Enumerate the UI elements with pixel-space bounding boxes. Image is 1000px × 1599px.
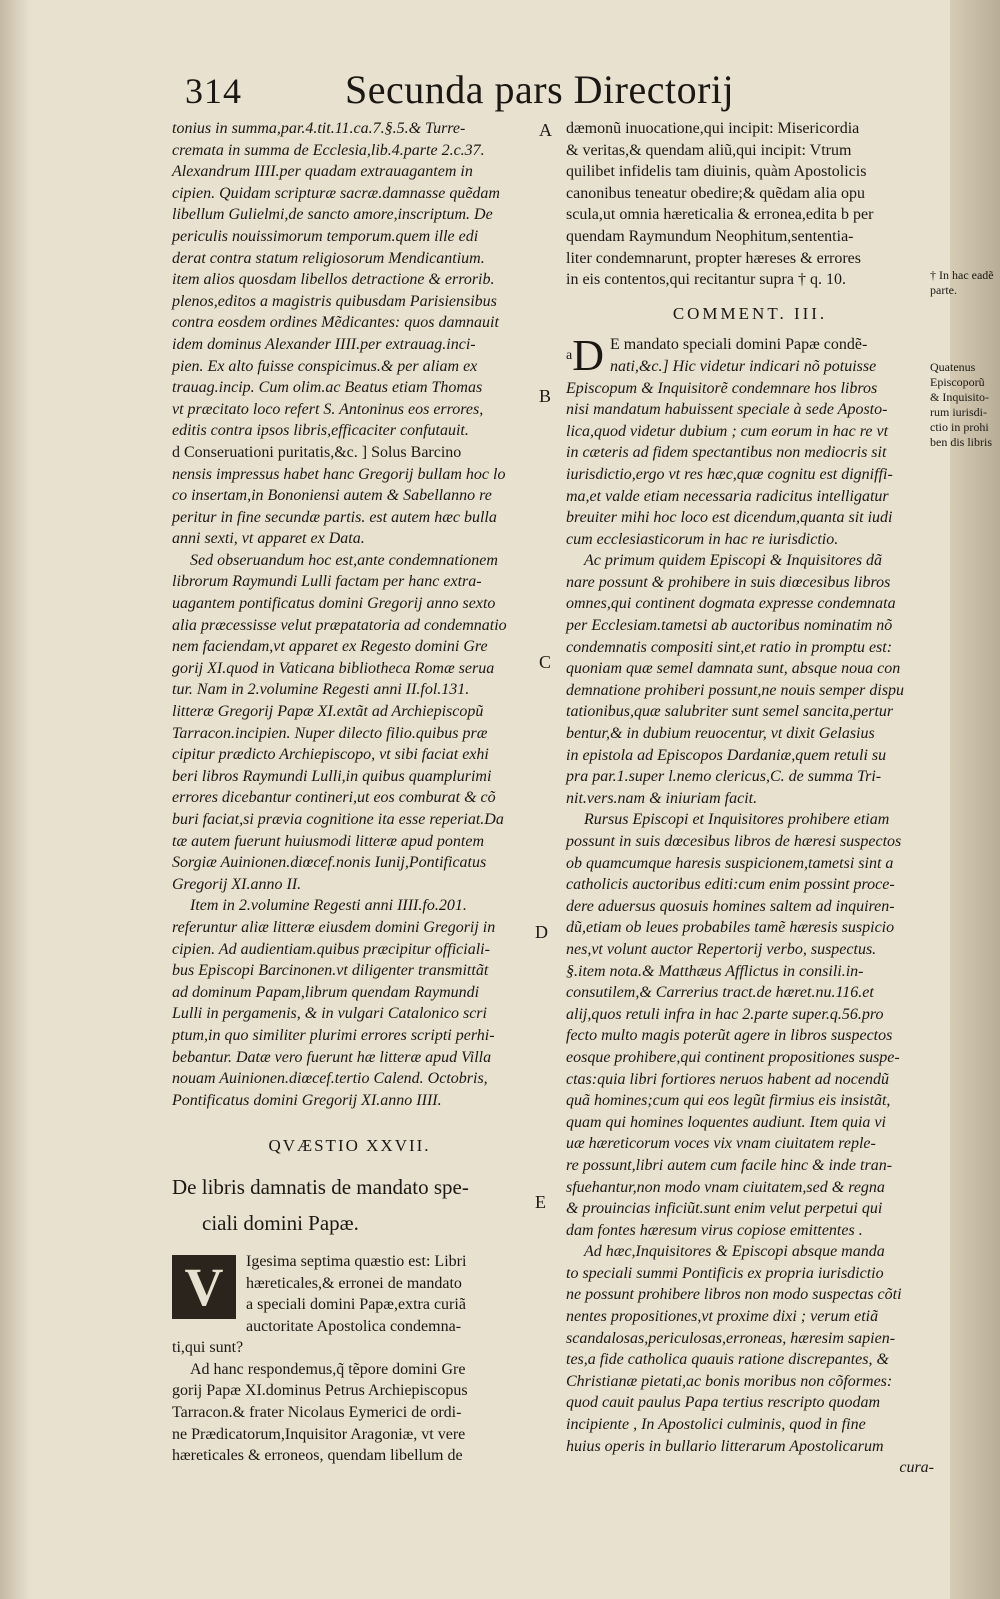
text-line: Sorgiæ Auinionen.diœcef.nonis Iunij,Pontificatus bbox=[172, 854, 487, 872]
text-line: hæreticales,& erronei de mandato bbox=[246, 1274, 462, 1292]
text-line: periculis nouissimorum temporum.quem ille edi bbox=[172, 227, 479, 245]
text-line: & prouincias inficiũt.sunt enim velut perpetui qui bbox=[566, 1200, 883, 1218]
text-line: re possunt,libri autem cum facile hinc & inde tran- bbox=[566, 1156, 893, 1174]
text-line: Tarracon.incipien. Nuper dilecto filio.quibus præ bbox=[172, 724, 488, 742]
left-paragraph-4 bbox=[172, 895, 527, 1111]
text-line: in eis contentos,qui recitantur supra † q. 10. bbox=[566, 271, 846, 289]
text-line: Episcopum & Inquisitorẽ condemnare hos libros bbox=[566, 379, 878, 397]
text-line: Christianæ pietati,ac bonis moribus non cõformes: bbox=[566, 1372, 893, 1390]
text-line: Lulli in pergamenis, & in vulgari Catalonico scri bbox=[172, 1005, 487, 1023]
running-head: Secunda pars Directorij bbox=[345, 67, 735, 112]
section-marker-e: E bbox=[535, 1192, 546, 1212]
text-line: demnatione prohiberi possunt,ne nouis semper dispu bbox=[566, 681, 905, 699]
text-line: in cæteris ad fidem spectantibus non mediocris sit bbox=[566, 444, 887, 462]
text-line: dũ,etiam ob leues probabiles tamẽ hæresis suspicio bbox=[566, 919, 895, 937]
text-line: co insertam,in Bononiensi autem & Sabellanno re bbox=[172, 487, 492, 505]
text-line: Ad hæc,Inquisitores & Episcopi absque manda bbox=[584, 1243, 885, 1261]
page-spine-shadow bbox=[0, 0, 30, 1599]
margin-note-line: ctio in prohi bbox=[930, 420, 989, 434]
page-header bbox=[0, 66, 1000, 116]
text-line: tæ autem fuerunt huiusmodi litteræ apud pontem bbox=[172, 832, 484, 850]
text-line: condemnatis compositi sint,et ratio in promptu est: bbox=[566, 638, 893, 656]
text-line: quoniam quæ semel damnata sunt, absque noua con bbox=[566, 660, 901, 678]
decorative-initial-v: V bbox=[172, 1255, 236, 1319]
text-line: Item in 2.volumine Regesti anni IIII.fo.201. bbox=[190, 897, 467, 915]
text-line: ti,qui sunt? bbox=[172, 1339, 244, 1357]
right-paragraph-2 bbox=[566, 331, 934, 550]
text-line: incipiente , In Apostolici culminis, quod in fine bbox=[566, 1416, 866, 1434]
text-line: nisi mandatum habuissent speciale à sede Aposto- bbox=[566, 401, 888, 419]
catchword: cura- bbox=[899, 1459, 934, 1477]
text-line: a speciali domini Papæ,extra curiã bbox=[246, 1296, 466, 1314]
section-marker-d: D bbox=[535, 922, 548, 942]
question-heading: QVÆSTIO XXVII. bbox=[268, 1136, 431, 1156]
text-line: cipien. Ad audientiam.quibus præcipitur officiali- bbox=[172, 940, 490, 958]
text-line: in epistola ad Episcopos Dardaniæ,quem retuli su bbox=[566, 746, 887, 764]
text-line: errores dicebantur contineri,ut eos comburat & cõ bbox=[172, 789, 496, 807]
text-line: vt præcitato loco refert S. Antoninus eos errores, bbox=[172, 400, 484, 418]
page-edge bbox=[950, 0, 1000, 1599]
section-marker-a: A bbox=[539, 120, 552, 140]
text-line: litteræ Gregorij Papæ XI.extãt ad Archiepiscopũ bbox=[172, 703, 484, 721]
text-line: buri faciat,si prævia cognitione ita esse reperiat.Da bbox=[172, 811, 504, 828]
text-line: gorij Papæ XI.dominus Petrus Archiepiscopus bbox=[172, 1382, 468, 1400]
text-line: quod cauit paulus Papa tertius rescripto quodam bbox=[566, 1394, 881, 1412]
text-line: beri libros Raymundi Lulli,in quibus quamplurimi bbox=[172, 767, 492, 785]
text-line: tationibus,quæ salubriter sunt semel sancita,pertur bbox=[566, 703, 894, 721]
left-paragraph-1 bbox=[172, 118, 527, 442]
margin-note-line: & Inquisito- bbox=[930, 390, 989, 404]
margin-note-reference bbox=[930, 268, 1000, 298]
text-line: nes,vt volunt auctor Repertorij verbo, suspectus. bbox=[566, 940, 877, 958]
text-line: scula,ut omnia hæreticalia & erronea,edita b per bbox=[566, 206, 874, 224]
text-line: quendam Raymundum Neophitum,sententia- bbox=[566, 227, 854, 245]
text-line: bus Episcopi Barcinonen.vt diligenter transmittãt bbox=[172, 962, 489, 980]
text-line: bebantur. Datæ vero fuerunt hæ litteræ apud Villa bbox=[172, 1048, 492, 1066]
text-line: pien. Ex alto fuisse conspicimus.& per aliam ex bbox=[172, 357, 478, 375]
text-line: idem dominus Alexander IIII.per extrauag.inci- bbox=[172, 335, 476, 353]
text-line: d Conseruationi puritatis,&c. ] Solus Barcino bbox=[172, 443, 462, 461]
text-line: nati,&c.] Hic videtur indicari nõ potuisse bbox=[610, 357, 877, 375]
text-line: eosque prohibere,qui continent propositiones suspe- bbox=[566, 1048, 900, 1066]
left-paragraph-3 bbox=[172, 550, 527, 896]
text-line: liter condemnarunt, propter hæreses & errores bbox=[566, 249, 862, 267]
right-paragraph-1 bbox=[566, 118, 934, 291]
text-line: trauag.incip. Cum olim.ac Beatus etiam Thomas bbox=[172, 379, 483, 397]
text-line: §.item nota.& Matthæus Afflictus in consili.in- bbox=[566, 962, 864, 980]
text-line: contra eosdem ordines Mẽdicantes: quos damnauit bbox=[172, 314, 499, 332]
text-line: lica,quod videtur dubium ; cum eorum in hac re vt bbox=[566, 422, 889, 440]
text-line: E mandato speciali domini Papæ condẽ- bbox=[610, 336, 868, 354]
left-paragraph-2 bbox=[172, 442, 527, 550]
text-line: ob quamcumque haresis suspicionem,tametsi sint a bbox=[566, 854, 894, 872]
text-line: quilibet infidelis tam diuinis, quàm Apostolicis bbox=[566, 163, 867, 181]
text-line: uagantem pontificatus domini Gregorij anno sexto bbox=[172, 595, 496, 613]
text-line: gorij XI.quod in Vaticana bibliotheca Romæ serua bbox=[172, 659, 495, 677]
text-line: to speciali summi Pontificis ex propria iurisdictio bbox=[566, 1264, 884, 1282]
text-line: bentur,& in dubium reuocentur, vt dixit Gelasius bbox=[566, 725, 875, 743]
text-line: dæmonũ inuocatione,qui incipit: Misericordia bbox=[566, 120, 860, 137]
text-line: alia præcessisse velut præpatatoria ad condemnatio bbox=[172, 616, 507, 634]
text-line: nare possunt & prohibere in suis diœcesibus libros bbox=[566, 573, 891, 591]
text-line: item alios quosdam libellos detractione & errorib. bbox=[172, 271, 495, 289]
text-line: pra par.1.super l.nemo clericus,C. de summa Tri- bbox=[566, 768, 882, 786]
section-marker-b: B bbox=[539, 386, 552, 406]
text-line: nem faciendam,vt apparet ex Regesto domini Gre bbox=[172, 638, 488, 656]
text-line: ctas:quia libri fortiores neruos habent ad nocendũ bbox=[566, 1070, 889, 1088]
text-line: peritur in fine secundæ partis. est autem hæc bulla bbox=[172, 508, 497, 526]
text-line: Gregorij XI.anno II. bbox=[172, 875, 302, 893]
text-line: Rursus Episcopi et Inquisitores prohibere etiam bbox=[584, 811, 890, 829]
left-paragraph-6 bbox=[172, 1359, 527, 1467]
text-line: ptum,in quo similiter plurimi errores scripti perhi- bbox=[172, 1026, 495, 1044]
decorative-initial-d bbox=[566, 331, 604, 381]
text-line: ma,et valde etiam necessaria radicitus intelligatur bbox=[566, 487, 889, 505]
question-title-line: ciali domini Papæ. bbox=[202, 1210, 359, 1235]
text-line: derat contra statum religiosorum Mendicantium. bbox=[172, 249, 485, 267]
text-line: canonibus teneatur obedire;& quẽdam alia opu bbox=[566, 184, 866, 202]
text-line: auctoritate Apostolica condemna- bbox=[246, 1317, 462, 1335]
margin-note-line: † In hac eadẽ bbox=[930, 268, 994, 282]
right-column bbox=[566, 118, 934, 1479]
text-line: nouam Auinionen.diœcef.tertio Calend. Octobris, bbox=[172, 1070, 488, 1088]
text-line: libellum Gulielmi,de sancto amore,inscriptum. De bbox=[172, 206, 493, 224]
text-line: Sed obseruandum hoc est,ante condemnationem bbox=[190, 551, 498, 569]
text-line: editis contra ipsos libris,efficaciter confutauit. bbox=[172, 422, 469, 440]
text-line: cremata in summa de Ecclesia,lib.4.parte 2.c.37. bbox=[172, 141, 485, 159]
text-line: plenos,editos a magistris quibusdam Parisiensibus bbox=[172, 292, 497, 310]
text-line: hæreticales & erroneos, quendam libellum de bbox=[172, 1447, 463, 1465]
right-paragraph-3 bbox=[566, 550, 934, 809]
text-line: iurisdictio,ergo vt res hæc,quæ cognitu est digniffi- bbox=[566, 465, 893, 483]
text-line: consutilem,& Carrerius tract.de hæret.nu.116.et bbox=[566, 984, 874, 1002]
text-line: tes,a fide catholica quauis ratione discrepantes, & bbox=[566, 1351, 889, 1369]
right-paragraph-5 bbox=[566, 1241, 934, 1479]
text-line: & veritas,& quendam aliũ,qui incipit: Vtrum bbox=[566, 141, 852, 159]
text-line: alij,quos retuli infra in hac 2.parte super.q.56.pro bbox=[566, 1005, 884, 1023]
left-column bbox=[172, 118, 527, 1467]
text-line: cipien. Quidam scripturæ sacræ.damnasse quẽdam bbox=[172, 184, 500, 202]
comment-heading: COMMENT. III. bbox=[672, 303, 828, 323]
margin-note-line: ben dis libris bbox=[930, 435, 992, 449]
section-marker-c: C bbox=[539, 652, 552, 672]
text-line: quam qui homines loquentes audiunt. Item quia vi bbox=[566, 1113, 886, 1131]
text-line: Igesima septima quæstio est: Libri bbox=[246, 1252, 467, 1270]
text-line: dam fontes hæresum virus copiose emittentes . bbox=[566, 1221, 863, 1239]
margin-note-line: Episcoporũ bbox=[930, 375, 985, 389]
text-line: Pontificatus domini Gregorij XI.anno IIII. bbox=[172, 1091, 442, 1109]
text-line: ne Prædicatorum,Inquisitor Aragoniæ, vt vere bbox=[172, 1425, 466, 1443]
margin-note-line: rum iurisdi- bbox=[930, 405, 987, 419]
text-line: referuntur aliæ litteræ eiusdem domini Gregorij in bbox=[172, 918, 496, 936]
text-line: per Ecclesiam.tametsi ab auctoribus nominatim nõ bbox=[566, 617, 893, 635]
text-line: cipitur prædicto Archiepiscopo, vt sibi faciat exhi bbox=[172, 746, 489, 764]
margin-note-summary bbox=[930, 360, 1000, 450]
text-line: anni sexti, vt apparet ex Data. bbox=[172, 530, 365, 548]
text-line: possunt in suis dœcesibus libros de hæresi suspectos bbox=[566, 833, 902, 850]
text-line: tur. Nam in 2.volumine Regesti anni II.fol.131. bbox=[172, 681, 470, 699]
text-line: quã homines;cum qui eos legũt firmius eis insistãt, bbox=[566, 1092, 891, 1110]
text-line: uæ hæreticorum voces vix vnam ciuitatem reple- bbox=[566, 1135, 876, 1153]
text-line: huius operis in bullario litterarum Apostolicarum bbox=[566, 1437, 884, 1455]
text-line: fecto multo magis poterũt agere in libros suspectos bbox=[566, 1027, 893, 1045]
text-line: Alexandrum IIII.per quadam extrauagantem in bbox=[172, 163, 473, 181]
text-line: scandalosas,periculosas,erroneas, hæresim sapien- bbox=[566, 1329, 896, 1347]
text-line: cum ecclesiasticorum in hac re iurisdictio. bbox=[566, 530, 839, 548]
text-line: ne possunt prohibere libros non modo suspectas cõti bbox=[566, 1286, 902, 1304]
text-line: librorum Raymundi Lulli factam per hanc extra- bbox=[172, 573, 482, 591]
text-line: ad dominum Papam,librum quendam Raymundi bbox=[172, 983, 480, 1001]
text-line: Tarracon.& frater Nicolaus Eymerici de ordi- bbox=[172, 1404, 462, 1422]
text-line: Ac primum quidem Episcopi & Inquisitores dã bbox=[584, 552, 883, 570]
text-line: Ad hanc respondemus,q̃ tẽpore domini Gre bbox=[190, 1360, 466, 1378]
text-line: catholicis auctoribus editi:cum enim possint proce- bbox=[566, 876, 895, 894]
text-line: nit.vers.nam & iniuriam facit. bbox=[566, 789, 758, 807]
question-title-line: De libris damnatis de mandato spe- bbox=[172, 1174, 469, 1199]
left-paragraph-5 bbox=[172, 1251, 527, 1359]
page-number: 314 bbox=[185, 71, 242, 111]
margin-note-line: parte. bbox=[930, 283, 957, 297]
initial-letter-d: D bbox=[572, 331, 604, 381]
note-letter-a: a bbox=[566, 348, 573, 364]
text-line: tonius in summa,par.4.tit.11.ca.7.§.5.& Turre- bbox=[172, 120, 466, 137]
margin-note-line: Quatenus bbox=[930, 360, 976, 374]
text-line: omnes,qui continent dogmata expresse condemnata bbox=[566, 595, 896, 613]
text-line: dere aduersus quosuis homines saltem ad inquiren- bbox=[566, 897, 895, 915]
text-line: nentes propositiones,vt proxime dixi ; verum etiã bbox=[566, 1308, 879, 1326]
right-paragraph-4 bbox=[566, 809, 934, 1241]
text-line: breuiter mihi hoc loco est dicendum,quanta sit iudi bbox=[566, 509, 893, 527]
text-line: nensis impressus habet hanc Gregorij bullam hoc lo bbox=[172, 465, 506, 483]
text-line: sfuehantur,non modo vnam ciuitatem,sed & regna bbox=[566, 1178, 885, 1196]
